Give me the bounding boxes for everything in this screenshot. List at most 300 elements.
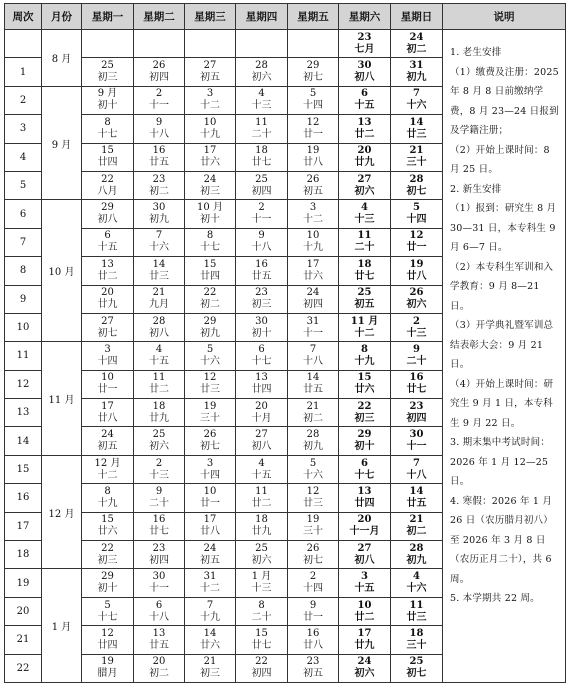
- day-cell: [134, 512, 185, 540]
- day-cell: [185, 313, 236, 341]
- lunar-date: 三十: [303, 526, 323, 538]
- day-cell: [82, 313, 134, 341]
- lunar-date: 十二: [200, 100, 220, 112]
- lunar-date: 廿六: [97, 526, 118, 538]
- lunar-date: 初二: [149, 668, 169, 680]
- gregorian-date: 5: [309, 88, 317, 100]
- lunar-date: 廿一: [303, 611, 323, 623]
- day-cell: [391, 427, 443, 455]
- lunar-date: 初三: [200, 668, 220, 680]
- gregorian-date: 13: [101, 258, 114, 270]
- day-cell: [236, 171, 288, 199]
- gregorian-date: 18: [255, 145, 268, 157]
- lunar-date: 二十: [251, 128, 272, 140]
- lunar-date: 十一: [251, 214, 272, 226]
- gregorian-date: 13: [152, 627, 166, 639]
- lunar-date: 廿九: [97, 299, 118, 311]
- gregorian-date: 16: [255, 258, 268, 270]
- lunar-date: 初四: [251, 185, 272, 197]
- gregorian-date: 10 月: [197, 202, 223, 214]
- day-cell: [339, 86, 391, 114]
- gregorian-date: 11: [357, 230, 372, 242]
- gregorian-date: 6: [361, 88, 368, 100]
- lunar-date: 十四: [200, 469, 220, 481]
- gregorian-date: 26: [152, 60, 166, 72]
- lunar-date: 十四: [303, 583, 323, 595]
- day-cell: [339, 115, 391, 143]
- lunar-date: 廿三: [406, 611, 427, 623]
- day-cell: [134, 228, 185, 256]
- day-cell: [236, 58, 288, 86]
- gregorian-date: 16: [152, 145, 166, 157]
- gregorian-date: 22: [101, 542, 114, 554]
- gregorian-date: 3: [361, 571, 368, 583]
- lunar-date: 十二: [354, 327, 375, 339]
- gregorian-date: 23: [409, 400, 424, 412]
- lunar-date: 十三: [251, 100, 272, 112]
- day-cell: [82, 654, 134, 682]
- gregorian-date: 10: [357, 599, 372, 611]
- lunar-date: 初二: [406, 43, 427, 55]
- lunar-date: 腊月: [97, 668, 118, 680]
- lunar-date: 十六: [303, 469, 323, 481]
- gregorian-date: 8: [361, 343, 368, 355]
- lunar-date: 廿七: [354, 270, 375, 282]
- gregorian-date: 23: [357, 31, 372, 43]
- gregorian-date: 21: [409, 514, 424, 526]
- gregorian-date: 26: [409, 287, 424, 299]
- week-number-cell: 1: [5, 58, 42, 86]
- lunar-date: 初三: [97, 72, 118, 84]
- lunar-date: 十五: [149, 355, 169, 367]
- gregorian-date: 3: [206, 88, 214, 100]
- lunar-date: 十四: [303, 100, 323, 112]
- day-cell: [185, 171, 236, 199]
- gregorian-date: 4: [361, 202, 368, 214]
- day-cell: [82, 484, 134, 512]
- gregorian-date: 22: [101, 173, 114, 185]
- lunar-date: 廿七: [149, 526, 169, 538]
- day-cell: [288, 257, 339, 285]
- week-number-cell: 9: [5, 285, 42, 313]
- week-number-cell: 7: [5, 228, 42, 256]
- day-cell: [134, 569, 185, 597]
- day-cell: [339, 569, 391, 597]
- day-cell: [391, 171, 443, 199]
- month-label-cell: 12 月: [42, 455, 82, 569]
- lunar-date: 廿五: [149, 639, 169, 651]
- gregorian-date: 27: [357, 173, 372, 185]
- day-cell: [236, 455, 288, 483]
- lunar-date: 十九: [200, 128, 220, 140]
- lunar-date: 初七: [303, 554, 323, 566]
- lunar-date: 廿三: [303, 497, 323, 509]
- month-label-cell: 10 月: [42, 200, 82, 342]
- gregorian-date: 28: [255, 60, 268, 72]
- gregorian-date: 15: [101, 145, 114, 157]
- lunar-date: 二十: [354, 242, 375, 254]
- gregorian-date: 10: [101, 372, 114, 384]
- week-number-cell: 2: [5, 86, 42, 114]
- lunar-date: 初七: [406, 185, 427, 197]
- lunar-date: 初七: [200, 441, 220, 453]
- lunar-date: 初九: [149, 214, 169, 226]
- gregorian-date: 19: [306, 514, 320, 526]
- day-cell: [288, 569, 339, 597]
- gregorian-date: 23: [306, 656, 320, 668]
- day-cell: [339, 399, 391, 427]
- day-cell: [185, 484, 236, 512]
- lunar-date: 十月: [251, 412, 272, 424]
- gregorian-date: 23: [152, 542, 166, 554]
- day-cell: [185, 257, 236, 285]
- day-cell: [288, 455, 339, 483]
- day-cell: [288, 313, 339, 341]
- lunar-date: 初五: [354, 299, 375, 311]
- gregorian-date: 2: [155, 88, 163, 100]
- lunar-date: 十一: [149, 100, 169, 112]
- gregorian-date: 28: [409, 173, 424, 185]
- day-cell: [185, 512, 236, 540]
- day-cell: [82, 285, 134, 313]
- gregorian-date: 24: [203, 173, 217, 185]
- week-number-cell: 18: [5, 541, 42, 569]
- header-row: [5, 4, 566, 30]
- note-paragraph: 1. 老生安排: [450, 47, 502, 58]
- day-cell: [339, 512, 391, 540]
- day-cell: [185, 455, 236, 483]
- day-header: 星期日: [391, 4, 443, 30]
- day-cell: [288, 512, 339, 540]
- lunar-date: 十八: [406, 469, 427, 481]
- day-cell: [134, 399, 185, 427]
- lunar-date: 初四: [303, 299, 323, 311]
- week-number-cell: 3: [5, 115, 42, 143]
- gregorian-date: 7: [309, 343, 317, 355]
- day-cell: [236, 86, 288, 114]
- lunar-date: 廿五: [149, 157, 169, 169]
- lunar-date: 十三: [251, 583, 272, 595]
- lunar-date: 初三: [251, 299, 272, 311]
- note-paragraph: （2）开始上课时间：8 月 25 日。: [450, 144, 550, 175]
- lunar-date: 十二: [303, 214, 323, 226]
- lunar-date: 初五: [97, 441, 118, 453]
- lunar-date: 初八: [354, 554, 375, 566]
- day-cell: [82, 342, 134, 370]
- lunar-date: 廿七: [406, 384, 427, 396]
- day-cell: [82, 455, 134, 483]
- gregorian-date: 22: [203, 287, 217, 299]
- gregorian-date: 29: [101, 571, 114, 583]
- gregorian-date: 9: [309, 599, 317, 611]
- lunar-date: 十八: [149, 128, 169, 140]
- lunar-date: 初四: [251, 668, 272, 680]
- week-number-cell: 10: [5, 313, 42, 341]
- day-cell: [82, 115, 134, 143]
- gregorian-date: 14: [409, 116, 424, 128]
- day-cell: [134, 597, 185, 625]
- lunar-date: 廿三: [406, 128, 427, 140]
- gregorian-date: 25: [255, 173, 268, 185]
- lunar-date: 廿四: [97, 157, 118, 169]
- day-cell: [236, 512, 288, 540]
- day-cell: [391, 455, 443, 483]
- gregorian-date: 2: [258, 202, 265, 214]
- lunar-date: 初六: [251, 72, 272, 84]
- day-cell: [391, 257, 443, 285]
- gregorian-date: 29: [357, 429, 372, 441]
- lunar-date: 廿六: [354, 384, 375, 396]
- lunar-date: 廿六: [303, 270, 323, 282]
- gregorian-date: 7: [413, 457, 420, 469]
- gregorian-date: 14: [409, 485, 424, 497]
- day-cell: [339, 143, 391, 171]
- gregorian-date: 12 月: [94, 457, 121, 469]
- gregorian-date: 11: [152, 372, 166, 384]
- gregorian-date: 21: [409, 145, 424, 157]
- day-header: 星期三: [185, 4, 236, 30]
- lunar-date: 十五: [251, 469, 272, 481]
- lunar-date: 十一: [406, 441, 427, 453]
- lunar-date: 初五: [200, 554, 220, 566]
- day-cell: [185, 115, 236, 143]
- gregorian-date: 30: [357, 60, 372, 72]
- day-cell: [391, 200, 443, 228]
- gregorian-date: 22: [255, 656, 268, 668]
- lunar-date: 初五: [200, 72, 220, 84]
- gregorian-date: 19: [203, 400, 217, 412]
- lunar-date: 初八: [149, 327, 169, 339]
- lunar-date: 十九: [303, 242, 323, 254]
- lunar-date: 初九: [303, 441, 323, 453]
- day-cell: [288, 626, 339, 654]
- lunar-date: 初六: [251, 554, 272, 566]
- lunar-date: 廿一: [200, 497, 220, 509]
- day-cell: [134, 58, 185, 86]
- gregorian-date: 17: [203, 145, 217, 157]
- day-cell: [185, 654, 236, 682]
- day-cell: [339, 484, 391, 512]
- day-cell: [82, 58, 134, 86]
- lunar-date: 廿一: [97, 384, 118, 396]
- day-cell: [339, 342, 391, 370]
- gregorian-date: 16: [409, 372, 424, 384]
- day-cell: [236, 484, 288, 512]
- lunar-date: 廿三: [149, 270, 169, 282]
- day-cell: [236, 597, 288, 625]
- day-cell: [339, 370, 391, 398]
- lunar-date: 十六: [200, 355, 220, 367]
- gregorian-date: 31: [306, 315, 320, 327]
- lunar-date: 初四: [149, 72, 169, 84]
- gregorian-date: 18: [357, 258, 372, 270]
- gregorian-date: 13: [357, 485, 372, 497]
- gregorian-date: 25: [409, 656, 424, 668]
- day-header: 星期四: [236, 4, 288, 30]
- gregorian-date: 4: [155, 343, 163, 355]
- gregorian-date: 15: [255, 627, 268, 639]
- gregorian-date: 28: [152, 315, 166, 327]
- day-cell: [185, 86, 236, 114]
- lunar-date: 十七: [251, 355, 272, 367]
- week-number-cell: 5: [5, 171, 42, 199]
- day-cell: [288, 228, 339, 256]
- week-number-cell: 21: [5, 626, 42, 654]
- gregorian-date: 7: [413, 88, 420, 100]
- day-cell: [134, 342, 185, 370]
- gregorian-date: 23: [255, 287, 268, 299]
- day-cell: [339, 285, 391, 313]
- lunar-date: 二十: [149, 497, 169, 509]
- day-cell: [82, 171, 134, 199]
- gregorian-date: 30: [152, 571, 166, 583]
- week-number-cell: 14: [5, 427, 42, 455]
- lunar-date: 二十: [251, 611, 272, 623]
- gregorian-date: 31: [409, 60, 424, 72]
- lunar-date: 十七: [97, 128, 118, 140]
- day-cell: [288, 285, 339, 313]
- lunar-date: 初十: [251, 327, 272, 339]
- day-cell: [236, 654, 288, 682]
- day-cell: [134, 455, 185, 483]
- day-cell: [288, 58, 339, 86]
- gregorian-date: 2: [309, 571, 317, 583]
- day-cell: [339, 626, 391, 654]
- lunar-date: 十八: [303, 355, 323, 367]
- semester-calendar-table: [4, 3, 566, 683]
- lunar-date: 廿五: [303, 384, 323, 396]
- gregorian-date: 10: [203, 485, 217, 497]
- day-cell: [391, 484, 443, 512]
- day-cell: [134, 541, 185, 569]
- gregorian-date: 26: [203, 429, 217, 441]
- day-cell: [236, 228, 288, 256]
- gregorian-date: 11: [255, 116, 268, 128]
- lunar-date: 十八: [149, 611, 169, 623]
- month-label-cell: 1 月: [42, 569, 82, 683]
- gregorian-date: 9: [258, 230, 265, 242]
- lunar-date: 十六: [406, 100, 427, 112]
- lunar-date: 初三: [354, 412, 375, 424]
- gregorian-date: 16: [306, 627, 320, 639]
- day-cell: [236, 285, 288, 313]
- lunar-date: 初三: [200, 185, 220, 197]
- day-cell: [339, 171, 391, 199]
- week-number-cell: 13: [5, 399, 42, 427]
- lunar-date: 十一月: [349, 526, 380, 538]
- day-cell: [339, 257, 391, 285]
- day-cell: [288, 171, 339, 199]
- lunar-date: 廿九: [251, 526, 272, 538]
- day-cell: [288, 370, 339, 398]
- gregorian-date: 29: [306, 60, 320, 72]
- gregorian-date: 1 月: [251, 571, 272, 583]
- day-cell: [82, 626, 134, 654]
- lunar-date: 廿九: [354, 639, 375, 651]
- day-cell: [391, 654, 443, 682]
- day-cell: [339, 654, 391, 682]
- day-cell: [134, 257, 185, 285]
- week-header: 周次: [5, 4, 42, 30]
- calendar-row: [5, 30, 566, 58]
- lunar-date: 廿六: [200, 157, 220, 169]
- gregorian-date: 12: [306, 485, 320, 497]
- lunar-date: 十五: [97, 242, 118, 254]
- day-cell: [391, 285, 443, 313]
- day-header: 星期二: [134, 4, 185, 30]
- day-cell: [185, 342, 236, 370]
- day-cell: [185, 228, 236, 256]
- gregorian-date: 20: [255, 400, 268, 412]
- day-cell: [236, 626, 288, 654]
- lunar-date: 廿八: [200, 526, 220, 538]
- day-cell: [391, 115, 443, 143]
- gregorian-date: 14: [306, 372, 320, 384]
- lunar-date: 廿二: [251, 497, 272, 509]
- day-cell: [236, 143, 288, 171]
- gregorian-date: 14: [152, 258, 166, 270]
- day-cell: [134, 626, 185, 654]
- week-number-cell: [5, 30, 42, 58]
- lunar-date: 廿五: [406, 497, 427, 509]
- gregorian-date: 4: [413, 571, 420, 583]
- lunar-date: 十三: [354, 214, 375, 226]
- gregorian-date: 19: [409, 258, 424, 270]
- day-cell: [391, 512, 443, 540]
- gregorian-date: 17: [101, 400, 114, 412]
- gregorian-date: 21: [306, 400, 320, 412]
- lunar-date: 七月: [354, 43, 375, 55]
- day-cell: [82, 143, 134, 171]
- note-paragraph: 2. 新生安排: [450, 183, 502, 195]
- gregorian-date: 20: [357, 145, 372, 157]
- lunar-date: 初七: [97, 327, 118, 339]
- lunar-date: 廿九: [354, 157, 375, 169]
- lunar-date: 十一: [149, 583, 169, 595]
- day-cell: [391, 143, 443, 171]
- lunar-date: 十九: [354, 355, 375, 367]
- day-cell: [185, 30, 236, 58]
- lunar-date: 初五: [303, 185, 323, 197]
- day-cell: [134, 30, 185, 58]
- day-cell: [288, 342, 339, 370]
- gregorian-date: 12: [409, 230, 424, 242]
- day-cell: [82, 427, 134, 455]
- lunar-date: 三十: [406, 639, 427, 651]
- week-number-cell: 12: [5, 370, 42, 398]
- day-cell: [134, 654, 185, 682]
- gregorian-date: 8: [104, 485, 111, 497]
- day-cell: [82, 399, 134, 427]
- gregorian-date: 14: [203, 627, 217, 639]
- day-cell: [82, 200, 134, 228]
- day-cell: [134, 370, 185, 398]
- day-cell: [391, 541, 443, 569]
- notes-cell: [443, 30, 566, 683]
- day-cell: [288, 654, 339, 682]
- lunar-date: 三十: [200, 412, 220, 424]
- gregorian-date: 19: [306, 145, 320, 157]
- gregorian-date: 24: [306, 287, 320, 299]
- lunar-date: 初四: [149, 554, 169, 566]
- week-number-cell: 19: [5, 569, 42, 597]
- lunar-date: 十六: [149, 242, 169, 254]
- day-cell: [82, 228, 134, 256]
- lunar-date: 初二: [303, 412, 323, 424]
- lunar-date: 廿六: [200, 639, 220, 651]
- note-paragraph: 4. 寒假：2026 年 1 月 26 日（农历腊月初八）至 2026 年 3 月 8 日（农历正月二十），共 6 周。: [450, 495, 554, 585]
- lunar-date: 十六: [406, 583, 427, 595]
